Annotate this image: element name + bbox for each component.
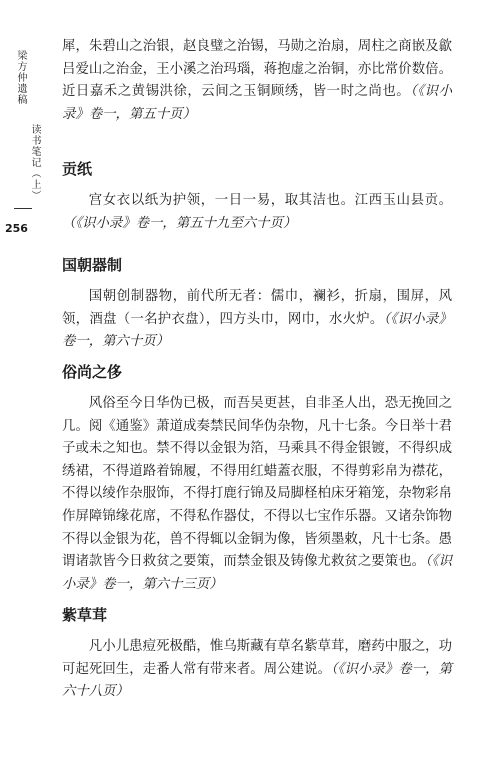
section-heading: 俗尚之侈 xyxy=(62,363,123,381)
citation: （《识小录》卷一，第六十页） xyxy=(62,311,452,350)
paragraph xyxy=(62,190,452,235)
section-continuation xyxy=(62,36,452,126)
paragraph xyxy=(62,36,452,126)
section-heading: 紫草茸 xyxy=(62,606,108,624)
book-title: 梁方仲遗稿 xyxy=(15,50,26,105)
section-gongzhi xyxy=(62,158,452,235)
section-heading: 国朝器制 xyxy=(62,256,123,274)
section-heading: 贡纸 xyxy=(62,160,93,178)
page-number: 256 xyxy=(5,222,28,235)
citation: （《识小录》卷一，第六十八页） xyxy=(62,661,452,700)
citation: （《识小录》卷一，第六十三页） xyxy=(62,554,452,592)
paragraph-text: 犀，朱碧山之治银，赵良璧之治锡，马勋之治扇，周柱之商嵌及歙吕爱山之治金，王小溪之治玛瑙，蒋抱虚之治铜，亦比常价数倍。近日嘉禾之黄锡洪徐，云间之玉铜顾绣，皆一时之尚也。 xyxy=(62,39,452,100)
margin-divider xyxy=(14,208,32,209)
paragraph-text: 风俗至今日华伪已极，而吾吴更甚，自非圣人出，恐无挽回之几。阅《通鉴》萧道成奏禁民间华伪杂物，凡十七条。今日举十君子或未之知也。禁不得以金银为箔，马乘具不得金银镀，不得织成绣裙，不得道路着锦履，不得用红蜡蓋衣服，不得剪彩帛为襟花，不得以绫作杂服饰，不得打鹿行锦及局脚柽柏床牙箱笼，杂物彩帛作屏障锦缘花席，不得私作器仗，不得以七宝作乐器。又诸杂饰物不得以金银为花，兽不得辄以金铜为像，皆须墨敕，凡十七条。愚谓诸款皆今日救贫之要策，而禁金银及铸像尤救贫之要策也。 xyxy=(62,396,452,570)
section-guochao-qizhi xyxy=(62,254,452,354)
paragraph-text: 凡小儿患痘死极酷，惟乌斯藏有草名紫草茸，磨药中服之，功可起死回生，走番人常有带来者。周公建说。 xyxy=(62,639,452,677)
paragraph xyxy=(62,636,452,704)
citation: （《识小录》卷一，第五十页） xyxy=(62,84,452,122)
page-margin xyxy=(0,0,50,758)
citation: （《识小录》卷一，第五十九至六十页） xyxy=(62,215,297,231)
paragraph xyxy=(62,393,452,596)
section-zicaorong xyxy=(62,604,452,704)
paragraph-text: 宫女衣以纸为护领，一日一易，取其洁也。江西玉山县贡。 xyxy=(88,193,452,208)
paragraph xyxy=(62,286,452,354)
section-susheng-zhichi xyxy=(62,361,452,596)
book-subtitle: 读书笔记（上） xyxy=(29,124,40,201)
paragraph-text: 国朝创制器物，前代所无者：儒巾，襕衫，折扇，围屏，风领，酒盘（一名护衣盘），四方头巾，网巾，水火炉。 xyxy=(62,289,452,327)
